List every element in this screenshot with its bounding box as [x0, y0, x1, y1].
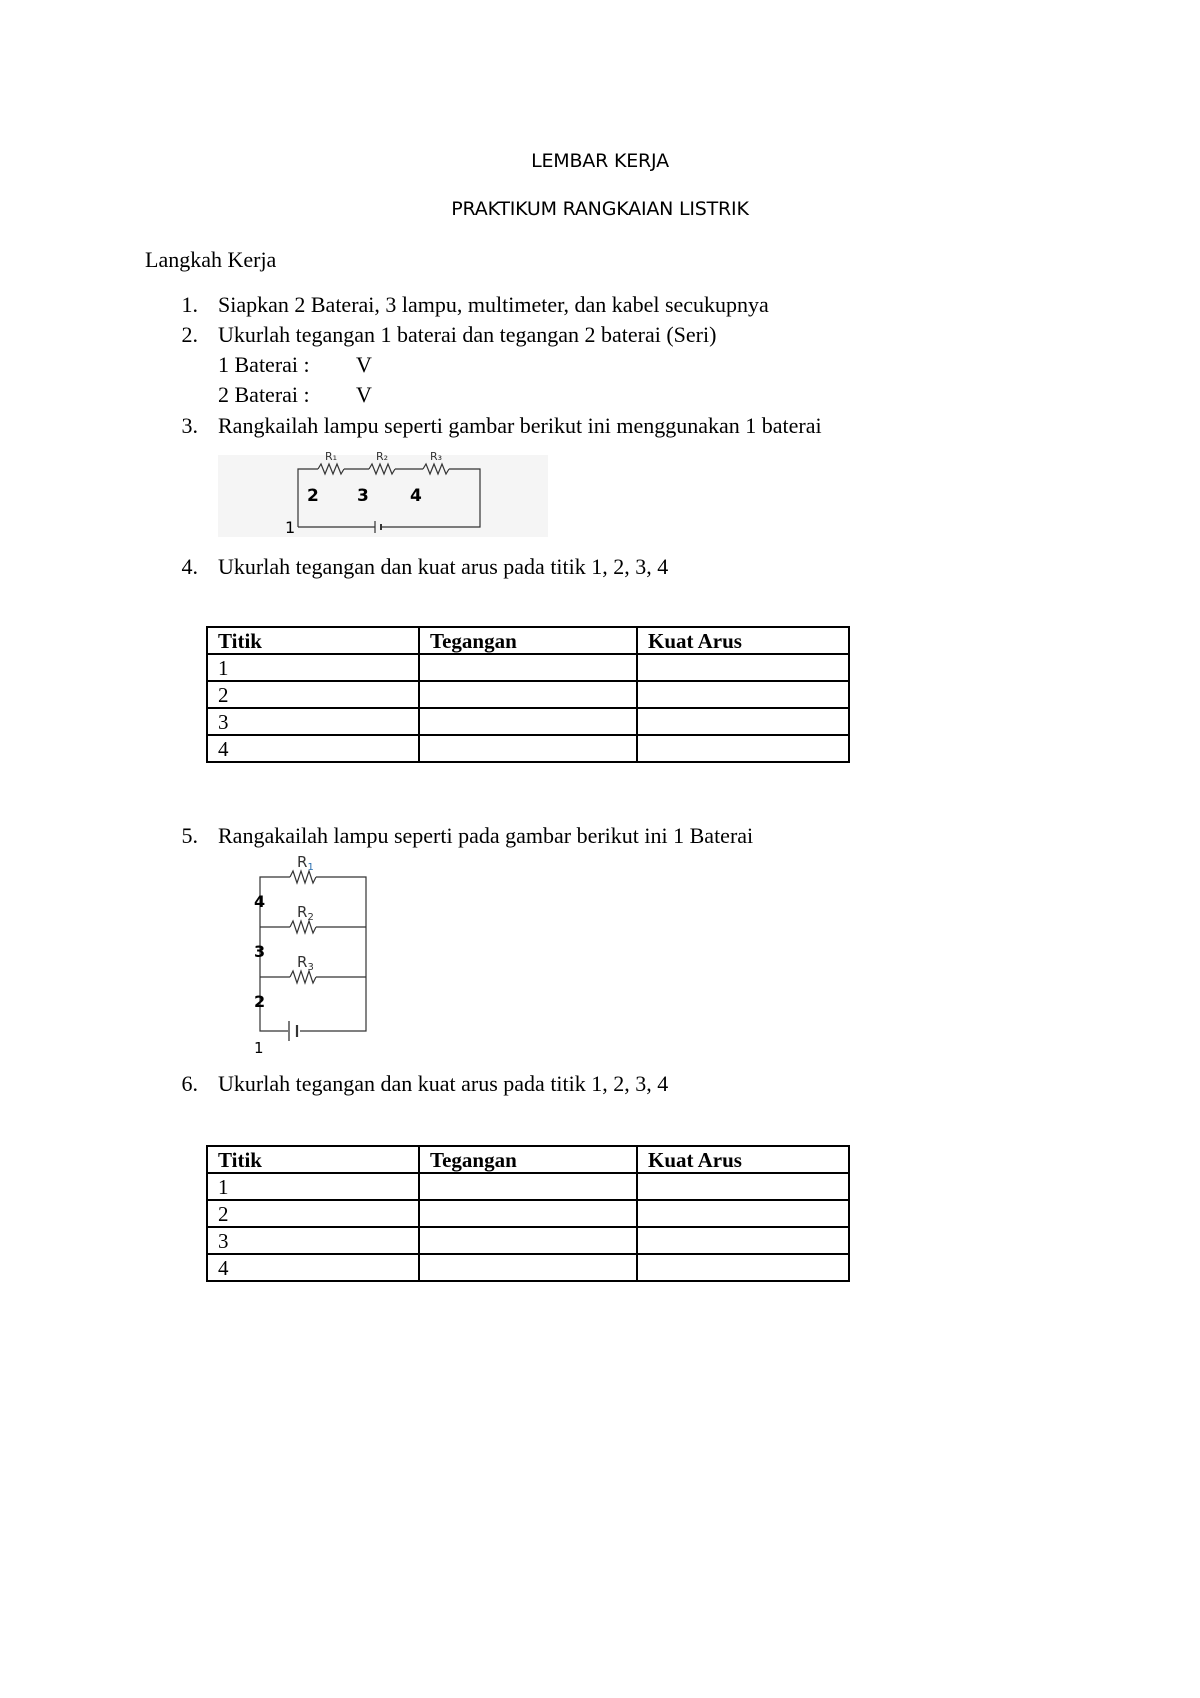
resistor-label: R₃	[429, 450, 443, 463]
circuit-wires	[260, 871, 366, 1031]
measurement-table-series	[206, 626, 850, 763]
worksheet-title: LEMBAR KERJA	[531, 150, 669, 172]
table-cell-titik: 2	[207, 681, 419, 708]
point-label: 4	[254, 892, 266, 911]
table-cell-kuat-arus[interactable]	[637, 708, 849, 735]
resistor-label: $R_1$	[297, 853, 314, 873]
step-text: Rangkailah lampu seperti gambar berikut ini menggunakan 1 baterai	[218, 413, 822, 438]
point-label: 3	[357, 486, 369, 506]
step-text: Rangakailah lampu seperti pada gambar berikut ini 1 Baterai	[218, 823, 754, 848]
table-cell-tegangan[interactable]	[419, 1227, 637, 1254]
table-cell-kuat-arus[interactable]	[637, 654, 849, 681]
step-number: 1.	[181, 292, 198, 317]
measurement-label: 2 Baterai :	[218, 382, 310, 407]
measurement-unit: V	[356, 382, 372, 407]
step-text: Ukurlah tegangan dan kuat arus pada titik 1, 2, 3, 4	[218, 1071, 669, 1096]
table-row	[207, 1200, 849, 1227]
table-row	[207, 681, 849, 708]
table-header-cell: Kuat Arus	[637, 1146, 849, 1173]
measurement-table-parallel	[206, 1145, 850, 1282]
table-cell-titik: 3	[207, 708, 419, 735]
table-cell-kuat-arus[interactable]	[637, 1200, 849, 1227]
table-cell-titik: 4	[207, 735, 419, 762]
step-text: Ukurlah tegangan dan kuat arus pada titik 1, 2, 3, 4	[218, 554, 669, 579]
step-number: 3.	[181, 413, 198, 438]
table-cell-titik: 2	[207, 1200, 419, 1227]
point-label: 3	[254, 942, 266, 961]
measurement-unit: V	[356, 352, 372, 377]
resistor-label: R₂	[375, 450, 389, 463]
table-cell-tegangan[interactable]	[419, 1200, 637, 1227]
section-label: Langkah Kerja	[145, 247, 277, 272]
resistor-label: R₁	[324, 450, 338, 463]
table-cell-tegangan[interactable]	[419, 681, 637, 708]
step-number: 5.	[181, 823, 198, 848]
table-cell-kuat-arus[interactable]	[637, 735, 849, 762]
table-row	[207, 735, 849, 762]
table-row	[207, 1254, 849, 1281]
table-cell-tegangan[interactable]	[419, 735, 637, 762]
table-cell-tegangan[interactable]	[419, 708, 637, 735]
table-cell-titik: 1	[207, 1173, 419, 1200]
resistor-label: $R_3$	[297, 953, 314, 973]
table-cell-tegangan[interactable]	[419, 1173, 637, 1200]
table-header-row	[207, 1146, 849, 1173]
parallel-circuit-diagram	[240, 850, 380, 1055]
worksheet-subtitle: PRAKTIKUM RANGKAIAN LISTRIK	[451, 198, 749, 220]
series-circuit-diagram	[218, 440, 548, 540]
table-header-cell: Tegangan	[419, 1146, 637, 1173]
measurement-label: 1 Baterai :	[218, 352, 310, 377]
table-cell-tegangan[interactable]	[419, 1254, 637, 1281]
table-cell-kuat-arus[interactable]	[637, 1254, 849, 1281]
step-number: 4.	[181, 554, 198, 579]
table-cell-tegangan[interactable]	[419, 654, 637, 681]
table-header-cell: Kuat Arus	[637, 627, 849, 654]
point-label: 2	[254, 992, 266, 1011]
table-cell-kuat-arus[interactable]	[637, 1227, 849, 1254]
table-cell-kuat-arus[interactable]	[637, 681, 849, 708]
step-number: 6.	[181, 1071, 198, 1096]
table-row	[207, 654, 849, 681]
table-cell-titik: 4	[207, 1254, 419, 1281]
table-header-cell: Tegangan	[419, 627, 637, 654]
step-number: 2.	[181, 322, 198, 347]
table-cell-kuat-arus[interactable]	[637, 1173, 849, 1200]
table-header-cell: Titik	[207, 627, 419, 654]
table-cell-titik: 3	[207, 1227, 419, 1254]
table-cell-titik: 1	[207, 654, 419, 681]
step-text: Ukurlah tegangan 1 baterai dan tegangan 2 baterai (Seri)	[218, 322, 717, 347]
table-row	[207, 1227, 849, 1254]
table-row	[207, 1173, 849, 1200]
point-label: 2	[307, 486, 319, 506]
diagram-background	[218, 455, 548, 537]
point-label: 1	[285, 518, 296, 537]
table-header-row	[207, 627, 849, 654]
point-label: 4	[410, 486, 422, 506]
point-label: 1	[254, 1039, 264, 1055]
resistor-label: $R_2$	[297, 903, 314, 923]
table-header-cell: Titik	[207, 1146, 419, 1173]
step-text: Siapkan 2 Baterai, 3 lampu, multimeter, dan kabel secukupnya	[218, 292, 769, 317]
table-row	[207, 708, 849, 735]
